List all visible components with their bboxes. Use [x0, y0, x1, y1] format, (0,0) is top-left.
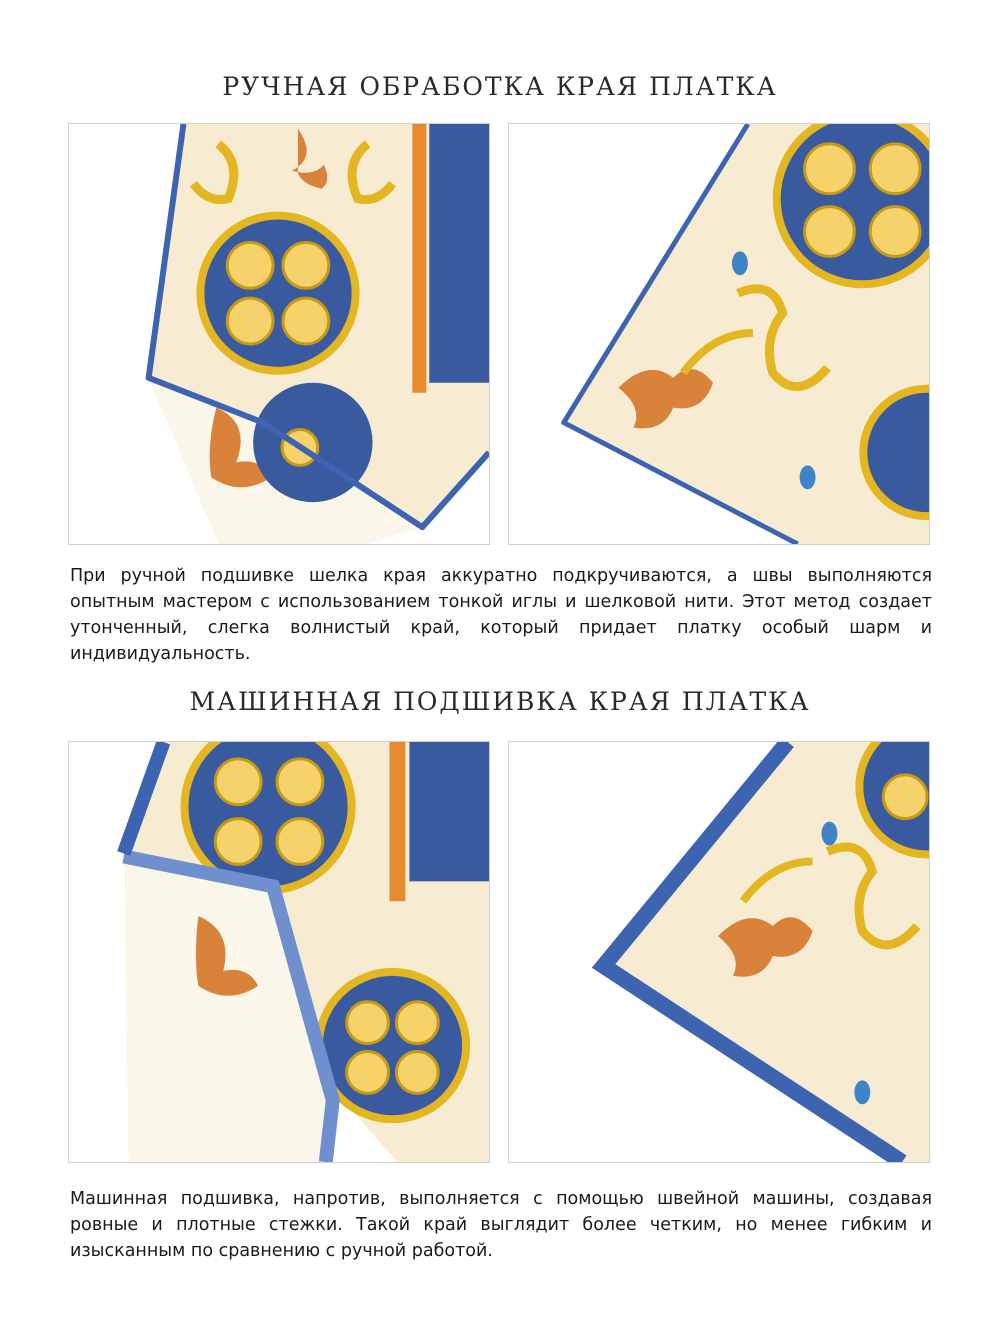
photo-machine-hem-flat-corner — [508, 741, 930, 1163]
section-hand-description: При ручной подшивке шелка края аккуратно подкручиваются, а швы выполняются опытным мастером с использованием тонкой иглы и шелковой нити. Этот метод создает утонченный, слегка волнистый край, который придает платку особый шарм и индивидуальность. — [70, 566, 932, 664]
section-machine-title: МАШИННАЯ ПОДШИВКА КРАЯ ПЛАТКА — [189, 687, 811, 716]
section-hand-title: РУЧНАЯ ОБРАБОТКА КРАЯ ПЛАТКА — [222, 72, 778, 101]
photo-hand-rolled-flat-corner — [508, 123, 930, 545]
photo-machine-hem-folded-corner — [68, 741, 490, 1163]
section-machine-description: Машинная подшивка, напротив, выполняется с помощью швейной машины, создавая ровные и плотные стежки. Такой край выглядит более четким, но менее гибким и изысканным по сравнению с ручной работой. — [70, 1189, 932, 1261]
photo-hand-rolled-folded-corner — [68, 123, 490, 545]
scarf-corner-illustration — [509, 742, 929, 1162]
scarf-corner-illustration — [509, 124, 929, 544]
scarf-corner-illustration — [69, 742, 489, 1162]
scarf-corner-illustration — [69, 124, 489, 544]
